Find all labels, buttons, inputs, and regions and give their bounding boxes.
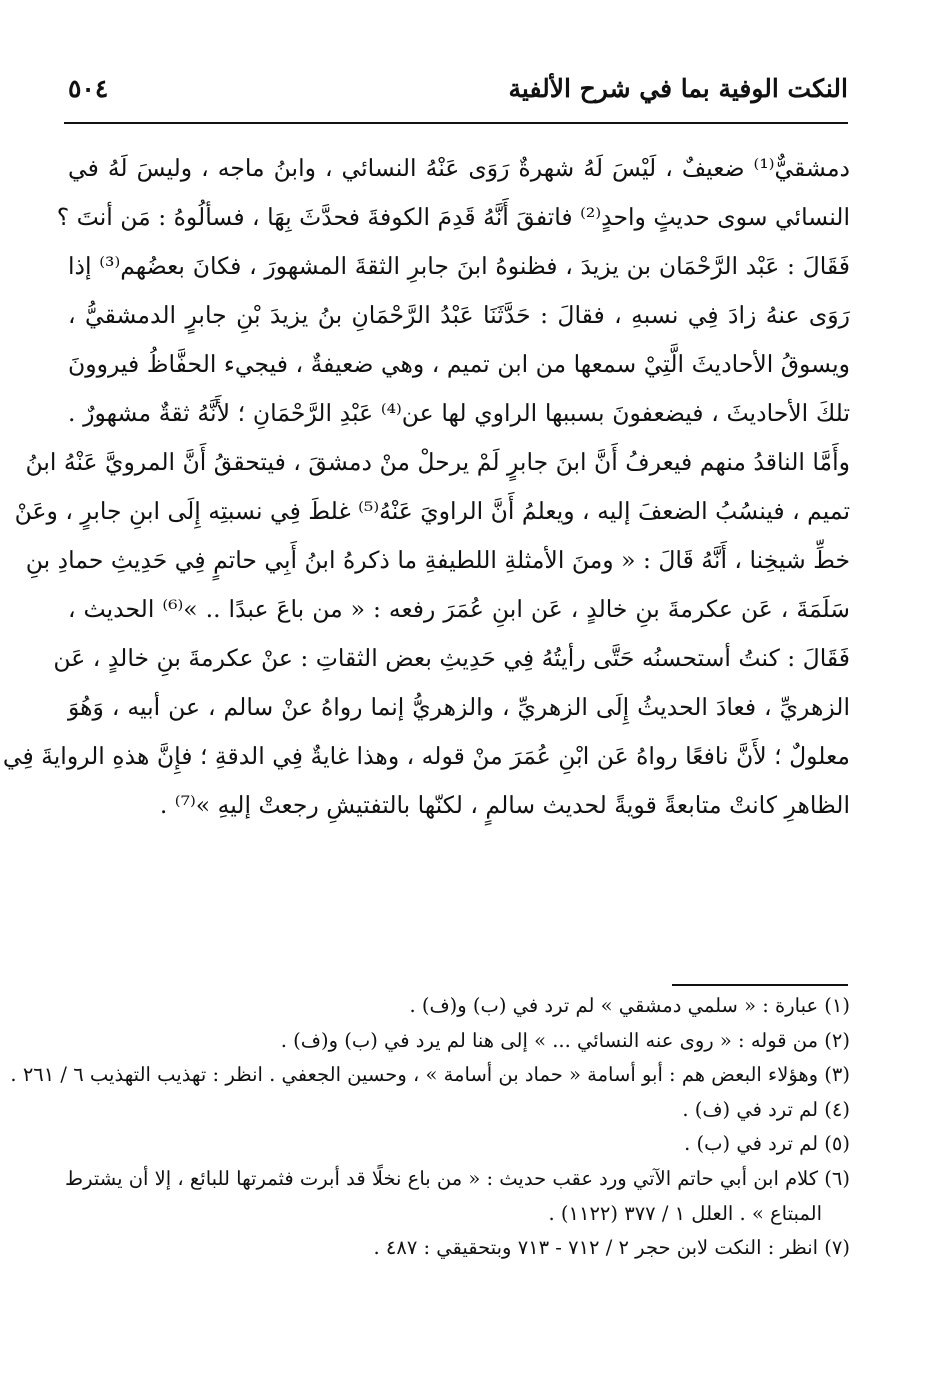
text-line: سَلَمَةَ ، عَن عكرمةَ بنِ خالدٍ ، عَن ابنِ عُمَرَ رفعه : « من باعَ عبدًا .. »⁽⁶⁾ الحديث ، [68,595,851,623]
footnotes [10,989,850,1266]
page-number: ٥٠٤ [68,74,109,103]
footnote: (٧) انظر : النكت لابن حجر ٢ / ٧١٢ - ٧١٣ وبتحقيقي : ٤٨٧ . [373,1236,850,1260]
footnote-continuation: المبتاع » . العلل ١ / ٣٧٧ (١١٢٢) . [548,1201,822,1225]
footnote: (١) عبارة : « سلمي دمشقي » لم ترد في (ب) و(ف) . [409,994,850,1017]
running-header [68,70,848,114]
text-line: معلولٌ ؛ لأَنَّ نافعًا رواهُ عَن ابْنِ عُمَرَ منْ قوله ، وهذا غايةٌ فِي الدقةِ ؛ فإِنَّ هذهِ الروايةَ فِي [2,742,850,770]
footnote-separator [672,984,848,986]
text-line: فَقَالَ : كنتُ أستحسنُه حَتَّى رأيتُهُ فِي حَدِيثِ بعض الثقاتِ : عنْ عكرمةَ بنِ خالدٍ ، عَن [53,644,850,672]
text-line: الظاهرِ كانتْ متابعةً قويةً لحديث سالمٍ ، لكنّها بالتفتيشِ رجعتْ إليهِ »⁽⁷⁾ . [159,791,850,819]
footnote: (٣) وهؤلاء البعض هم : أبو أسامة « حماد بن أسامة » ، وحسين الجعفي . انظر : تهذيب التهذيب ٦ / ٢٦١ . [10,1063,850,1087]
text-line: خطِّ شيخِنا ، أَنَّهُ قَالَ : « ومنَ الأمثلةِ اللطيفةِ ما ذكرهُ ابنُ أَبِي حاتمٍ فِي حَدِيثِ حمادِ بنِ [25,546,850,574]
text-line: تلكَ الأحاديثَ ، فيضعفونَ بسببها الراوي لها عن⁽⁴⁾ عَبْدِ الرَّحْمَانِ ؛ لأَنَّهُ ثقةٌ مشهورٌ . [68,399,850,427]
text-line: دمشقيٌّ⁽¹⁾ ضعيفٌ ، لَيْسَ لَهُ شهرةٌ رَوَى عَنْهُ النسائي ، وابنُ ماجه ، وليسَ لَهُ في [68,154,850,182]
main-text [2,144,851,830]
footnote: (٦) كلام ابن أبي حاتم الآتي ورد عقب حديث : « من باع نخلًا قد أبرت فثمرتها للبائع ، إلا أن يشترط [65,1166,850,1190]
text-line: تميم ، فينسُبُ الضعفَ إليه ، ويعلمُ أَنَّ الراويَ عَنْهُ⁽⁵⁾ غلطَ فِي نسبتِه إِلَى ابنِ جابرٍ ، وعَنْ [14,497,850,525]
header-rule [64,122,848,124]
text-line: ويسوقُ الأحاديثَ الَّتِيْ سمعها من ابن تميم ، وهي ضعيفةٌ ، فيجيء الحفَّاظُ فيروونَ [68,350,850,378]
text-line: الزهريِّ ، فعادَ الحديثُ إِلَى الزهريِّ ، والزهريُّ إنما رواهُ عنْ سالم ، عن أبيه ، وَهُوَ [68,693,850,721]
footnote: (٥) لم ترد في (ب) . [684,1132,850,1156]
footnote: (٤) لم ترد في (ف) . [682,1097,850,1121]
text-line: رَوَى عنهُ زادَ فِي نسبهِ ، فقالَ : حَدَّثَنَا عَبْدُ الرَّحْمَانِ بنُ يزيدَ بْنِ جابرٍ الدمشقيُّ ، [68,301,850,329]
footnote: (٢) من قوله : « روى عنه النسائي ... » إلى هنا لم يرد في (ب) و(ف) . [280,1028,850,1052]
text-line: فَقَالَ : عَبْد الرَّحْمَان بن يزيدَ ، فظنوهُ ابنَ جابرِ الثقةَ المشهورَ ، فكانَ بعضُهم⁽³⁾ إذا [68,252,850,280]
text-line: النسائي سوى حديثٍ واحدٍ⁽²⁾ فاتفقَ أَنَّهُ قَدِمَ الكوفةَ فحدَّثَ بِهَا ، فسألُوهُ : مَن أنتَ ؟ [56,203,850,231]
text-line: وأَمَّا الناقدُ منهم فيعرفُ أَنَّ ابنَ جابرٍ لَمْ يرحلْ منْ دمشقَ ، فيتحققُ أَنَّ المرويَّ عَنْهُ ابنُ [25,448,850,476]
book-title: النكت الوفية بما في شرح الألفية [508,74,848,103]
